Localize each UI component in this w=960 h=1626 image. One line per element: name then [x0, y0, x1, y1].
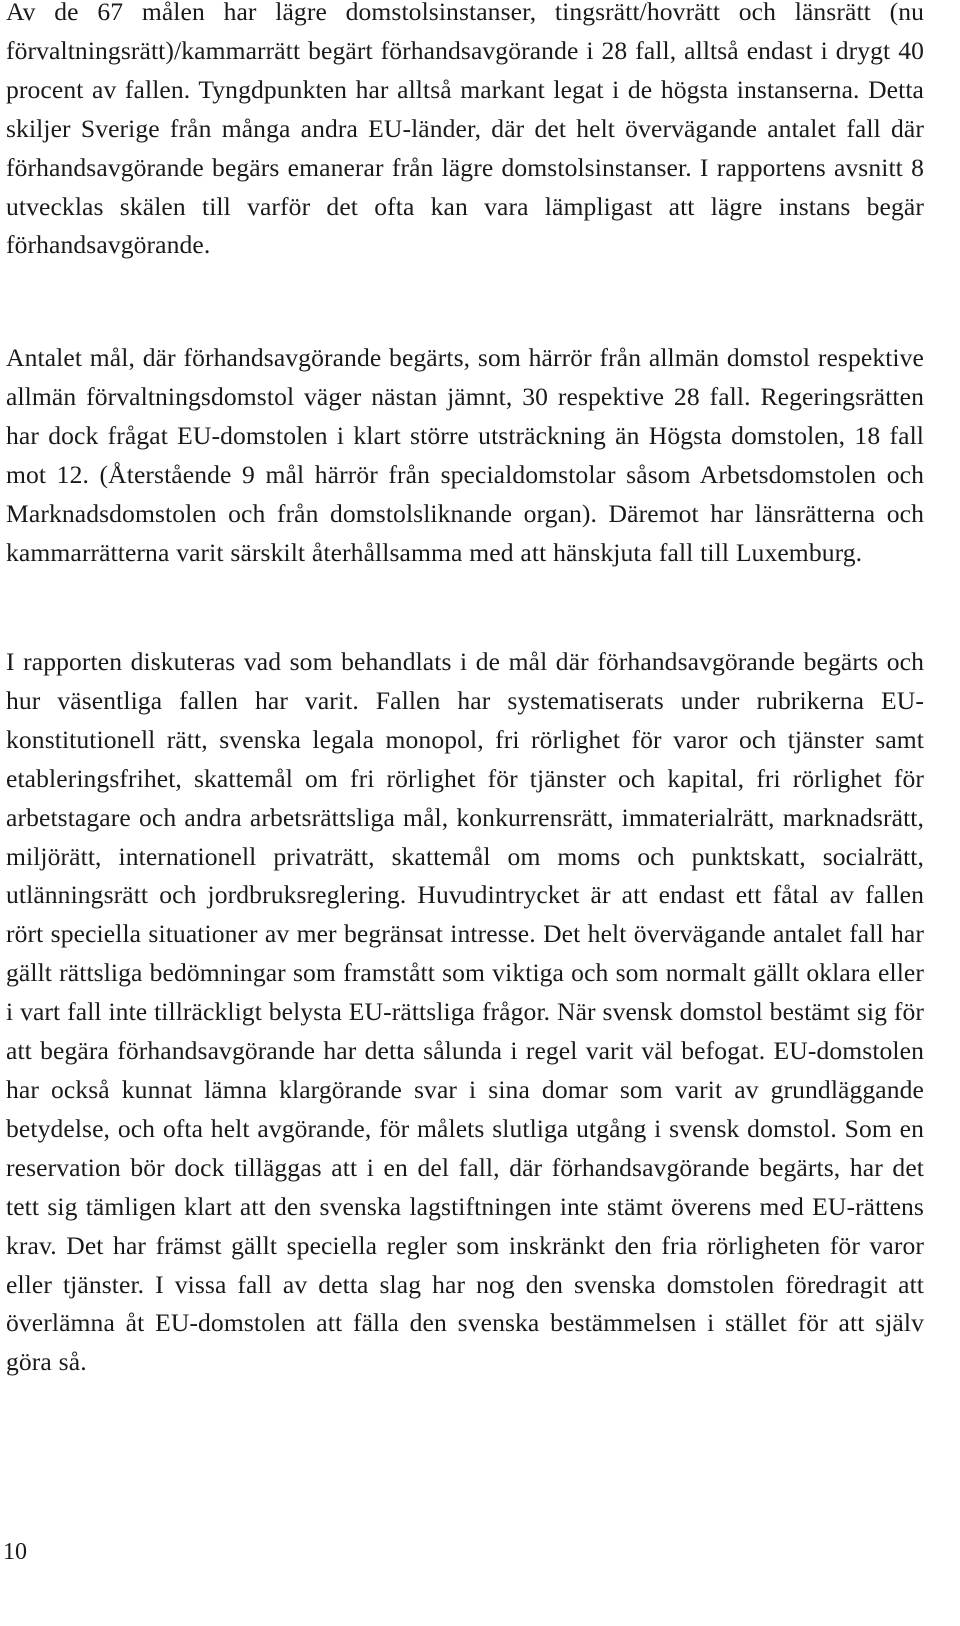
body-paragraph-1: Av de 67 målen har lägre domstolsinstanser, tingsrätt/hovrätt och länsrätt (nu förvaltningsrätt)/kammarrätt begärt förhandsavgörande i 28 fall, alltså endast i drygt 40 procent av fallen. Tyngdpunkten har alltså markant legat i de högsta instanserna. Detta skiljer Sverige från många andra EU-länder, där det helt övervägande antalet fall där förhandsavgörande begärs emanerar från lägre domstolsinstanser. I rapportens avsnitt 8 utvecklas skälen till varför det ofta kan vara lämpligast att lägre instans begär förhandsavgörande.	[6, 0, 924, 260]
body-paragraph-2: Antalet mål, där förhandsavgörande begärts, som härrör från allmän domstol respektive allmän förvaltningsdomstol väger nästan jämnt, 30 respektive 28 fall. Regeringsrätten har dock frågat EU-domstolen i klart större utsträckning än Högsta domstolen, 18 fall mot 12. (Återstående 9 mål härrör från specialdomstolar såsom Arbetsdomstolen och Marknadsdomstolen och från domstolsliknande organ). Däremot har länsrätterna och kammarrätterna varit särskilt återhållsamma med att hänskjuta fall till Luxemburg.	[6, 343, 924, 567]
body-paragraph-3: I rapporten diskuteras vad som behandlats i de mål där förhandsavgörande begärts och hur väsentliga fallen har varit. Fallen har systematiserats under rubrikerna EU-konstitutionell rätt, svenska legala monopol, fri rörlighet för varor och tjänster samt etableringsfrihet, skattemål om fri rörlighet för tjänster och kapital, fri rörlighet för arbetstagare och andra arbetsrättsliga mål, konkurrensrätt, immaterialrätt, marknadsrätt, miljörätt, internationell privaträtt, skattemål om moms och punktskatt, socialrätt, utlänningsrätt och jordbruksreglering. Huvudintrycket är att endast ett fåtal av fallen rört speciella situationer av mer begränsat intresse. Det helt övervägande antalet fall har gällt rättsliga bedömningar som framstått som viktiga och som normalt gällt oklara eller i vart fall inte tillräckligt belysta EU-rättsliga frågor. När svensk domstol bestämt sig för att begära förhandsavgörande har detta sålunda i regel varit väl befogat. EU-domstolen har också kunnat lämna klargörande svar i sina domar som varit av grundläggande betydelse, och ofta helt avgörande, för målets slutliga utgång i svensk domstol. Som en reservation bör dock tilläggas att i en del fall, där förhandsavgörande begärts, har det tett sig tämligen klart att den svenska lagstiftningen inte stämt överens med EU-rättens krav. Det har främst gällt speciella regler som inskränkt den fria rörligheten för varor eller tjänster. I vissa fall av detta slag har nog den svenska domstolen föredragit att överlämna åt EU-domstolen att fälla den svenska bestämmelsen i stället för att själv göra så.	[6, 647, 924, 1377]
page-number: 10	[3, 1539, 27, 1565]
